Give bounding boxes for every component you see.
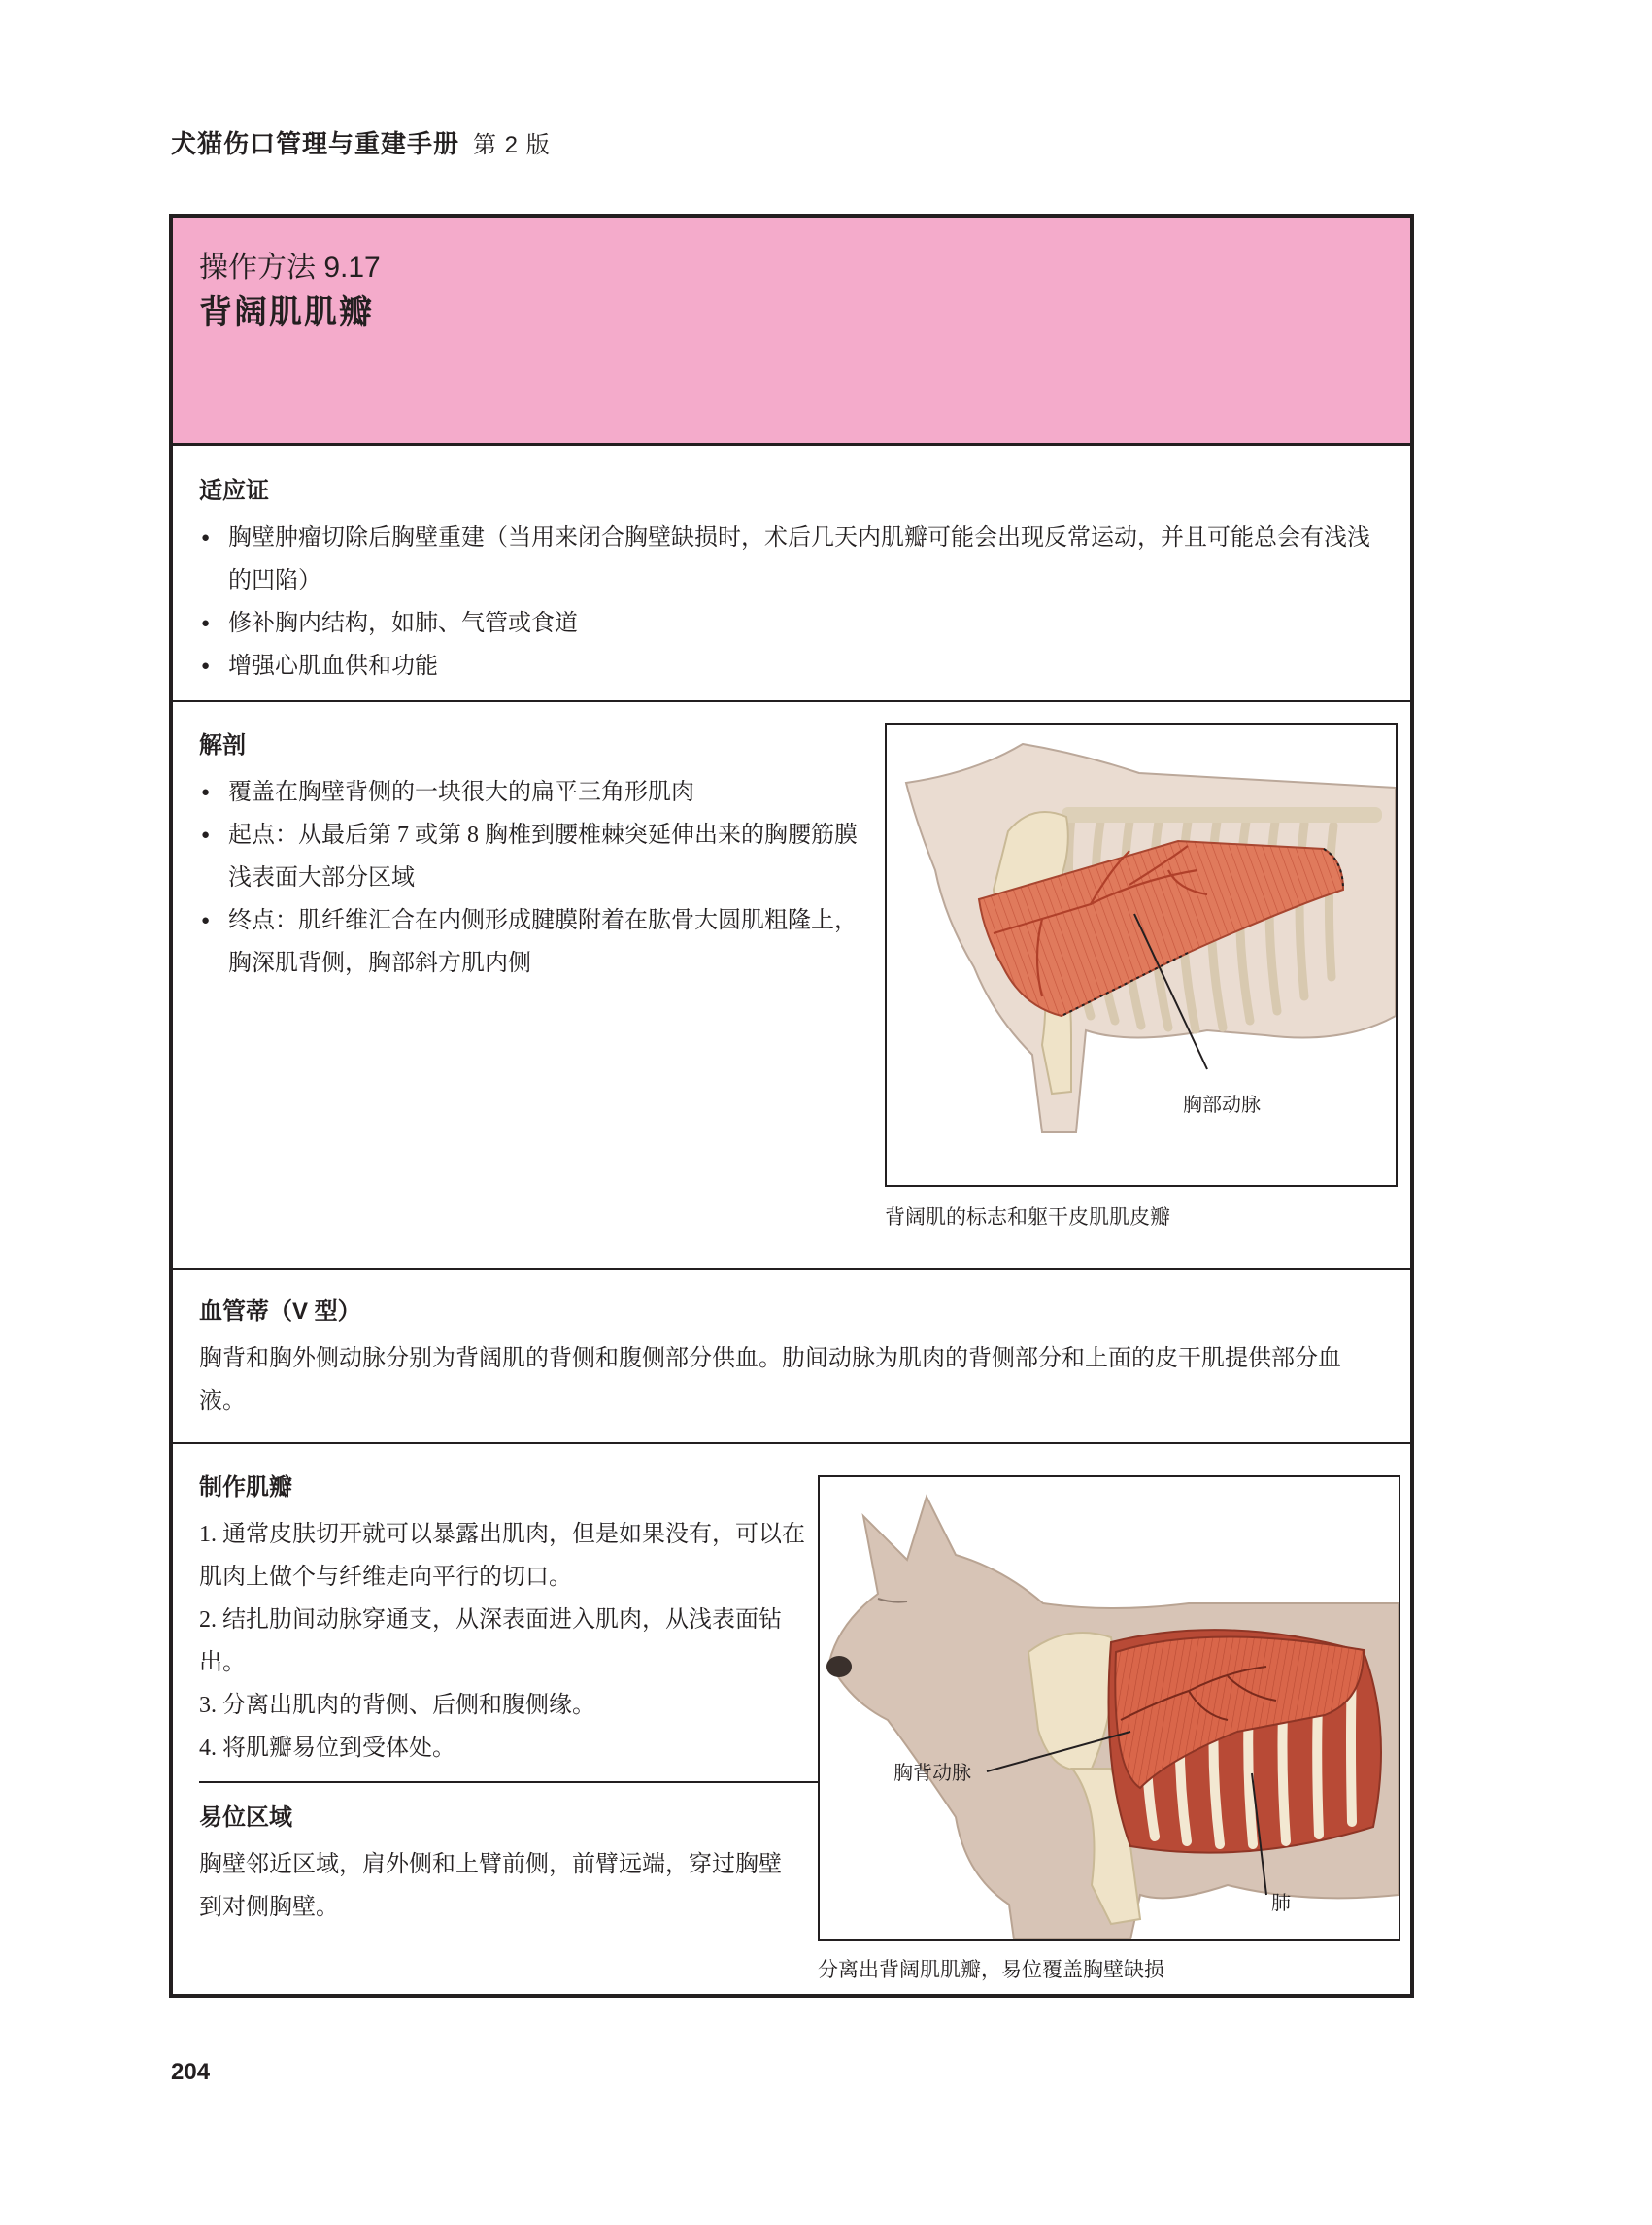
page-number: 204 — [171, 2059, 211, 2085]
sub-divider — [199, 1781, 821, 1783]
transfer-text: 胸壁邻近区域，肩外侧和上臂前侧，前臂远端，穿过胸壁到对侧胸壁。 — [199, 1852, 782, 1920]
list-item: ● 起点：从最后第 7 或第 8 胸椎到腰椎棘突延伸出来的胸腰筋膜浅表面大部分区域 — [199, 814, 869, 899]
transfer-heading: 易位区域 — [199, 1804, 292, 1831]
step-item: 4. 将肌瓣易位到受体处。 — [199, 1736, 455, 1761]
section-divider — [173, 1442, 1410, 1444]
procedure-title: 背阔肌肌瓣 — [199, 294, 374, 331]
harvest-text — [199, 1467, 821, 1770]
anatomy-text — [199, 725, 869, 985]
running-header — [171, 124, 551, 160]
figure-caption: 背阔肌的标志和躯干皮肌肌皮瓣 — [885, 1206, 1170, 1229]
lung-label: 肺 — [1271, 1893, 1291, 1914]
anatomy-illustration — [885, 723, 1398, 1187]
anatomy-list — [199, 771, 869, 985]
anatomy-heading: 解剖 — [199, 732, 246, 759]
indications-section — [173, 446, 1410, 688]
harvest-steps — [199, 1513, 821, 1770]
dog-torso-illustration — [887, 725, 1396, 1185]
vascular-heading: 血管蒂（V 型） — [199, 1298, 361, 1325]
harvest-heading: 制作肌瓣 — [199, 1474, 292, 1500]
vascular-section — [173, 1268, 1410, 1423]
section-divider — [173, 700, 1410, 702]
step-item: 2. 结扎肋间动脉穿通支，从深表面进入肌肉，从浅表面钻出。 — [199, 1607, 782, 1675]
vascular-text: 胸背和胸外侧动脉分别为背阔肌的背侧和腹侧部分供血。肋间动脉为肌肉的背侧部分和上面的皮干肌提供部分血液。 — [199, 1346, 1341, 1414]
figure-caption: 分离出背阔肌肌瓣，易位覆盖胸壁缺损 — [818, 1959, 1164, 1981]
indications-list — [199, 517, 1381, 688]
list-item: ● 覆盖在胸壁背侧的一块很大的扁平三角形肌肉 — [199, 771, 869, 814]
thoracodorsal-artery-label: 胸背动脉 — [893, 1763, 971, 1784]
list-item: ● 修补胸内结构，如肺、气管或食道 — [199, 602, 1381, 645]
procedure-number: 操作方法 9.17 — [199, 252, 381, 284]
transfer-section — [199, 1798, 792, 1929]
list-item: ● 胸壁肿瘤切除后胸壁重建（当用来闭合胸壁缺损时，术后几天内肌瓣可能会出现反常运动，并且可能总会有浅浅的凹陷） — [199, 517, 1381, 602]
indications-heading: 适应证 — [199, 478, 269, 504]
procedure-box — [169, 214, 1414, 1998]
flap-illustration — [818, 1475, 1400, 1941]
step-item: 3. 分离出肌肉的背侧、后侧和腹侧缘。 — [199, 1693, 595, 1718]
thoracic-artery-label: 胸部动脉 — [1183, 1095, 1261, 1116]
list-item: ● 增强心肌血供和功能 — [199, 645, 1381, 688]
dog-flap-illustration — [820, 1477, 1399, 1939]
procedure-banner — [173, 218, 1410, 446]
list-item: ● 终点：肌纤维汇合在内侧形成腱膜附着在肱骨大圆肌粗隆上，胸深肌背侧，胸部斜方肌内侧 — [199, 899, 869, 985]
edition: 第 2 版 — [473, 132, 551, 158]
book-title: 犬猫伤口管理与重建手册 — [171, 129, 460, 158]
step-item: 1. 通常皮肤切开就可以暴露出肌肉，但是如果没有，可以在肌肉上做个与纤维走向平行的切口。 — [199, 1522, 805, 1590]
